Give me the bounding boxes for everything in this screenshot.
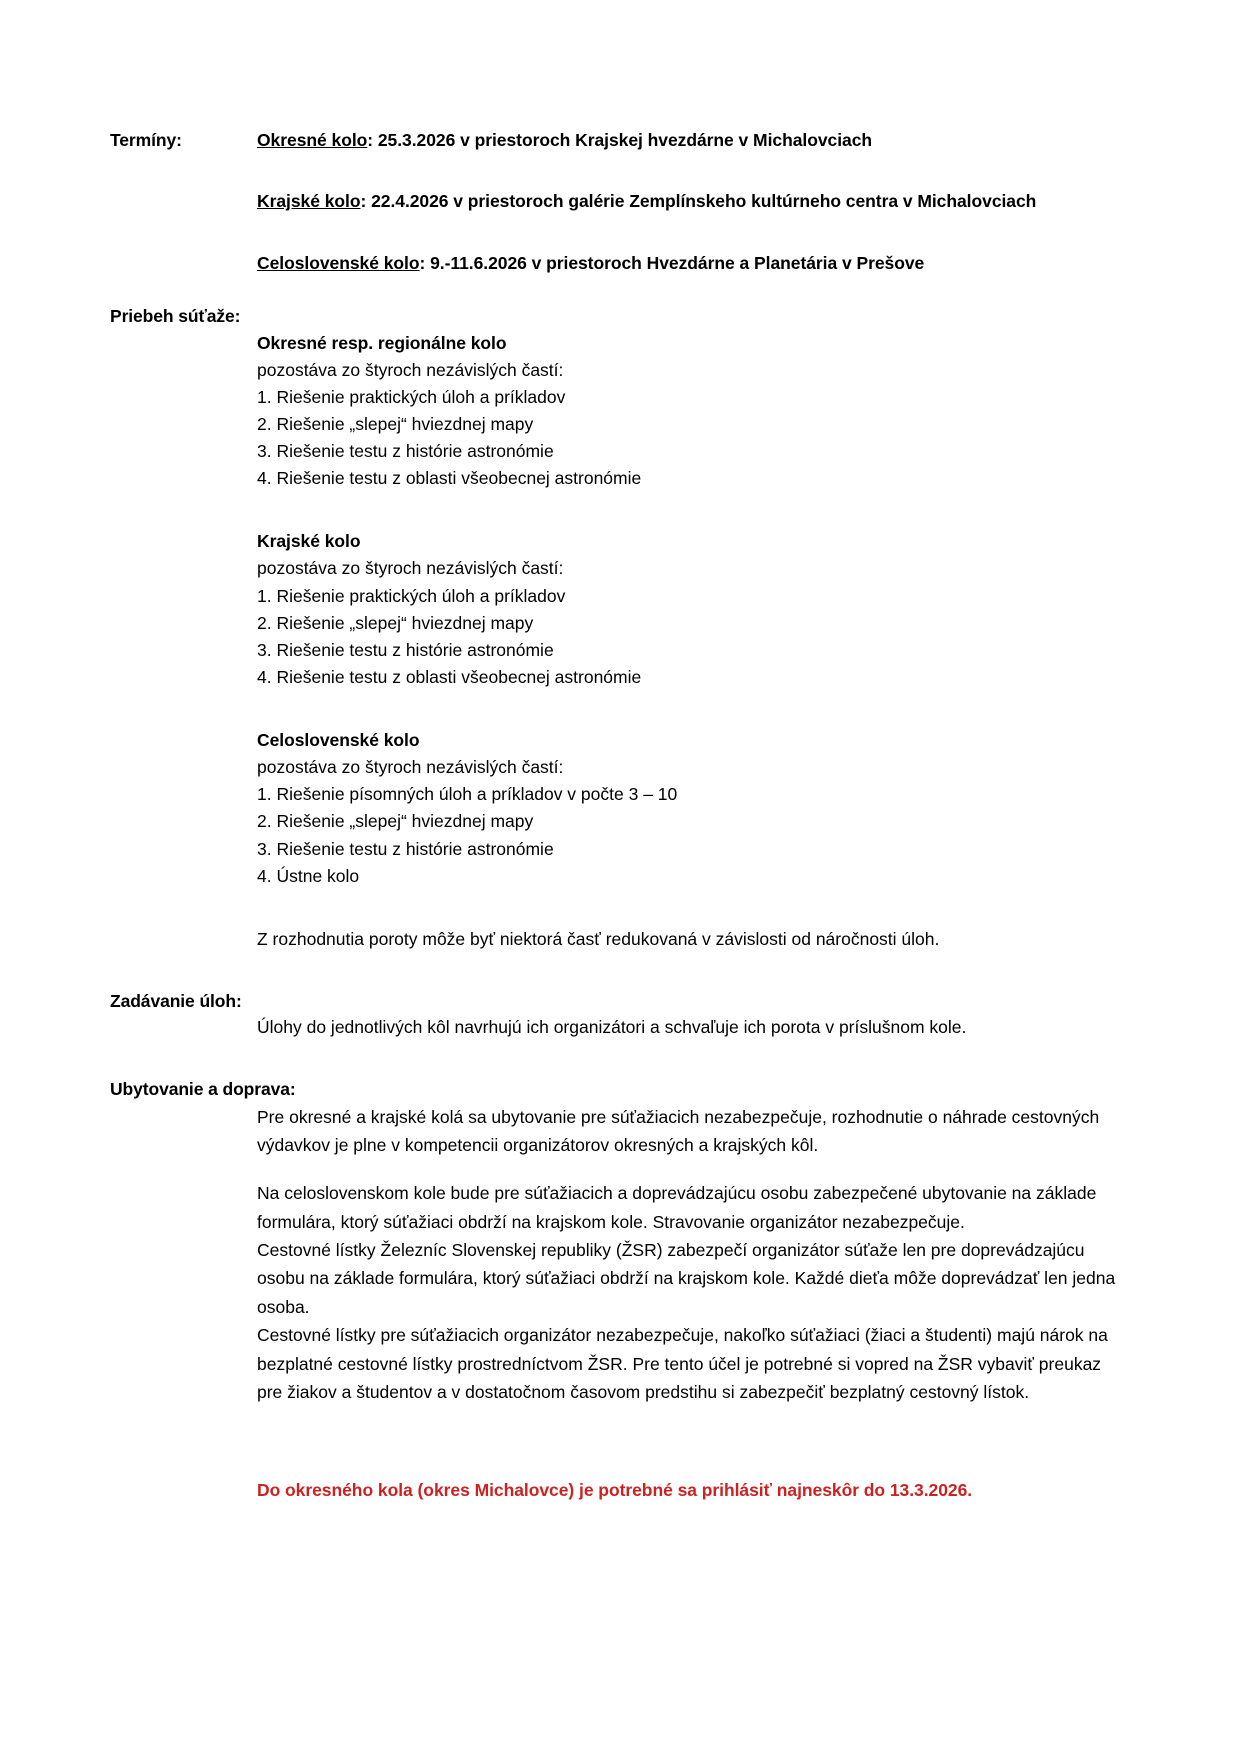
term-entry [257,251,1130,276]
term-separator: : [360,191,367,212]
round-item: 3. Riešenie testu z histórie astronómie [257,441,554,461]
deadline-notice-text: Do okresného kola (okres Michalovce) je potrebné sa prihlásiť najneskôr do 13.3.2026. [257,1480,973,1501]
round-item: 4. Ústne kolo [257,865,360,886]
assignment-body [257,1014,1130,1041]
round-item: 2. Riešenie „slepej“ hviezdnej mapy [257,811,534,832]
round-item: 3. Riešenie testu z histórie astronómie [257,639,554,660]
round-intro: pozostáva zo štyroch nezávislých častí: [257,757,564,778]
term-separator: : [419,252,426,273]
terms-section [110,128,1130,276]
progress-round [257,528,1130,691]
round-item: 3. Riešenie testu z histórie astronómie [257,838,554,859]
accommodation-paragraph: Na celoslovenskom kole bude pre súťažiacich a doprevádzajúcu osobu zabezpečené ubytovanie na základe formulára, ktorý súťažiaci obdrží na krajskom kole. Stravovanie organizátor nezabezpečuje. [257,1183,1097,1232]
round-item: 2. Riešenie „slepej“ hviezdnej mapy [257,413,534,434]
deadline-notice [257,1478,1130,1503]
round-intro: pozostáva zo štyroch nezávislých častí: [257,359,564,380]
progress-section [110,304,1130,953]
progress-label: Priebeh súťaže: [110,306,241,327]
progress-round [257,330,1130,493]
term-details: 9.-11.6.2026 v priestoroch Hvezdárne a Planetária v Prešove [425,252,925,273]
term-round-name: Krajské kolo [257,191,361,212]
round-intro: pozostáva zo štyroch nezávislých častí: [257,558,564,579]
progress-note: Z rozhodnutia poroty môže byť niektorá časť redukovaná v závislosti od náročnosti úloh. [257,928,940,949]
term-separator: : [367,130,374,150]
assignment-label: Zadávanie úloh: [110,990,242,1011]
accommodation-paragraph: Pre okresné a krajské kolá sa ubytovanie pre súťažiacich nezabezpečuje, rozhodnutie o náhrade cestovných výdavkov je plne v kompetencii organizátorov okresných a krajských kôl. [257,1106,1100,1156]
term-entry [257,189,1130,214]
terms-label: Termíny: [110,130,182,150]
document-content [110,128,1130,1504]
round-item: 2. Riešenie „slepej“ hviezdnej mapy [257,612,534,633]
term-details: 25.3.2026 v priestoroch Krajskej hvezdárne v Michalovciach [373,130,873,150]
accommodation-body [257,1103,1130,1406]
accommodation-label: Ubytovanie a doprava: [110,1079,296,1100]
round-item: 4. Riešenie testu z oblasti všeobecnej astronómie [257,666,642,687]
progress-rounds [257,330,1130,953]
round-title: Celoslovenské kolo [257,730,420,750]
round-item: 1. Riešenie praktických úloh a príkladov [257,386,566,407]
progress-round [257,727,1130,890]
accommodation-section [110,1077,1130,1406]
round-item: 4. Riešenie testu z oblasti všeobecnej astronómie [257,468,642,489]
term-entry [257,128,1130,153]
term-details: 22.4.2026 v priestoroch galérie Zemplínskeho kultúrneho centra v Michalovciach [366,191,1037,212]
round-item: 1. Riešenie praktických úloh a príkladov [257,585,566,606]
terms-list [257,128,1130,276]
assignment-section [110,989,1130,1042]
round-title: Krajské kolo [257,531,361,552]
accommodation-paragraph: Cestovné lístky Železníc Slovenskej republiky (ŽSR) zabezpečí organizátor súťaže len pre doprevádzajúcu osobu na základe formulára, ktorý súťažiaci obdrží na krajskom kole. Každé dieťa môže doprevádzať len jedna osoba. [257,1240,1116,1317]
assignment-text: Úlohy do jednotlivých kôl navrhujú ich organizátori a schvaľuje ich porota v príslušnom kole. [257,1017,967,1038]
round-title: Okresné resp. regionálne kolo [257,332,507,353]
round-item: 1. Riešenie písomných úloh a príkladov v počte 3 – 10 [257,784,678,805]
term-round-name: Celoslovenské kolo [257,252,420,273]
accommodation-paragraph: Cestovné lístky pre súťažiacich organizátor nezabezpečuje, nakoľko súťažiaci (žiaci a študenti) majú nárok na bezplatné cestovné lístky prostredníctvom ŽSR. Pre tento účel je potrebné si vopred na ŽSR vybaviť preukaz pre žiakov a študentov a v dostatočnom časovom predstihu si zabezpečiť bezplatný cestovný lístok. [257,1325,1108,1402]
term-round-name: Okresné kolo [257,130,368,150]
